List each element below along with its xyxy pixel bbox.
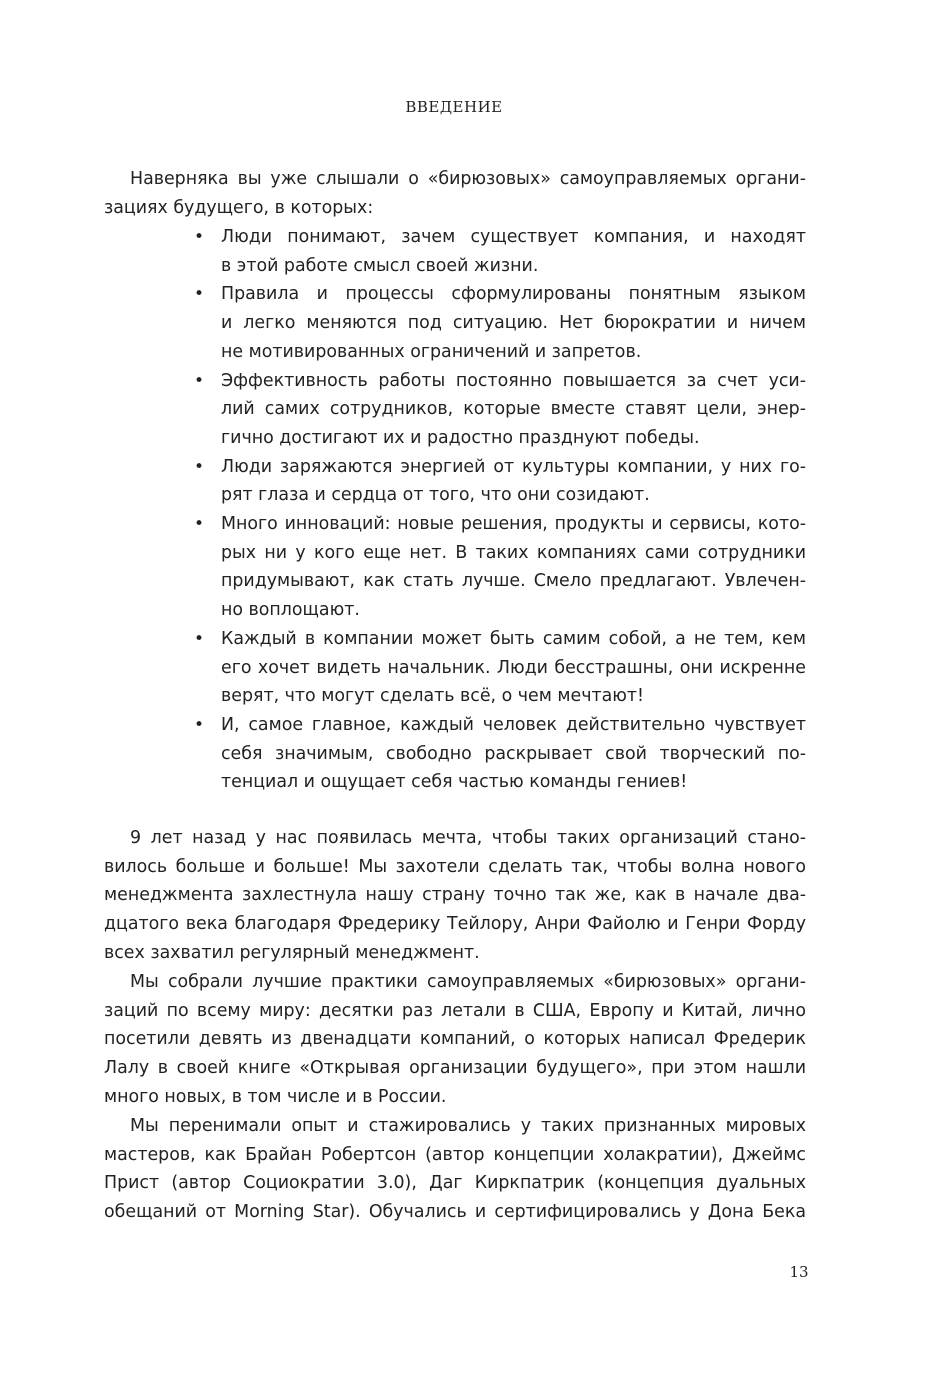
bullet-line: тенциал и ощущает себя частью команды гениев! [221, 772, 688, 793]
bullet-item [104, 223, 806, 280]
bullet-line: и легко меняются под ситуацию. Нет бюрократии и ничем [221, 313, 806, 334]
bullet-icon: • [194, 284, 205, 305]
bullet-item [104, 625, 806, 711]
paragraph-line: Мы собрали лучшие практики самоуправляемых «бирюзовых» органи- [130, 972, 806, 992]
intro-line: Наверняка вы уже слышали о «бирюзовых» самоуправляемых органи- [130, 169, 806, 189]
bullet-line: Эффективность работы постоянно повышается за счет уси- [221, 370, 806, 391]
bullet-item [104, 280, 806, 366]
paragraph-line: 9 лет назад у нас появилась мечта, чтобы таких организаций стано- [130, 828, 806, 848]
bullet-line: Люди понимают, зачем существует компания, и находят [221, 227, 806, 247]
bullet-line: Каждый в компании может быть самим собой, а не тем, кем [221, 628, 806, 649]
bullet-line: верят, что могут сделать всё, о чем мечтают! [221, 686, 644, 707]
paragraph-line: заций по всему миру: десятки раз летали в США, Европу и Китай, лично [104, 1000, 806, 1021]
bullet-line: Много инноваций: новые решения, продукты и сервисы, кото- [221, 514, 806, 535]
body-paragraph [104, 968, 806, 1112]
bullet-item [104, 453, 806, 510]
bullet-item [104, 510, 806, 625]
bullet-line: гично достигают их и радостно празднуют победы. [221, 427, 700, 448]
bullet-line: не мотивированных ограничений и запретов. [221, 341, 642, 362]
bullet-line: себя значимым, свободно раскрывает свой творческий по- [221, 743, 806, 764]
paragraph-line: Лалу в своей книге «Открывая организации будущего», при этом нашли [104, 1058, 806, 1079]
page-number: 13 [789, 1263, 809, 1281]
bullet-icon: • [194, 514, 205, 535]
bullet-icon: • [194, 227, 205, 247]
bullet-item [104, 711, 806, 797]
paragraph-line: Мы перенимали опыт и стажировались у таких признанных мировых [130, 1116, 806, 1136]
bullet-line: в этой работе смысл своей жизни. [221, 255, 539, 276]
paragraph-line: обещаний от Morning Star). Обучались и сертифицировались у Дона Бека [104, 1202, 806, 1223]
paragraph-line: посетили девять из двенадцати компаний, о которых написал Фредерик [104, 1029, 806, 1050]
body-paragraph [104, 824, 806, 968]
bullet-icon: • [194, 628, 205, 649]
bullet-icon: • [194, 456, 205, 477]
intro-paragraph [104, 165, 806, 222]
bullet-icon: • [194, 714, 205, 735]
bullet-line: его хочет видеть начальник. Люди бесстрашны, они искренне [221, 657, 806, 678]
intro-line: зациях будущего, в которых: [104, 197, 374, 218]
paragraph-line: всех захватил регулярный менеджмент. [104, 942, 480, 963]
bullet-line: лий самих сотрудников, которые вместе ставят цели, энер- [221, 399, 806, 420]
bullet-line: придумывают, как стать лучше. Смело предлагают. Увлечен- [221, 571, 806, 592]
paragraph-line: вилось больше и больше! Мы захотели сделать так, чтобы волна нового [104, 856, 806, 877]
body-paragraph [104, 1112, 806, 1227]
paragraph-line: Прист (автор Социократии 3.0), Даг Киркпатрик (концепция дуальных [104, 1173, 806, 1194]
bullet-line: рых ни у кого еще нет. В таких компаниях сами сотрудники [221, 542, 806, 563]
chapter-title: ВВЕДЕНИЕ [405, 98, 503, 116]
bullet-line: но воплощают. [221, 600, 360, 621]
bullet-line: И, самое главное, каждый человек действительно чувствует [221, 714, 806, 735]
bullet-list [104, 223, 806, 797]
bullet-line: рят глаза и сердца от того, что они созидают. [221, 485, 650, 506]
paragraph-line: менеджмента захлестнула нашу страну точно так же, как в начале два- [104, 885, 806, 906]
paragraph-line: мастеров, как Брайан Робертсон (автор концепции холакратии), Джеймс [104, 1144, 806, 1165]
bullet-item [104, 367, 806, 453]
bullet-line: Правила и процессы сформулированы понятным языком [221, 284, 806, 305]
paragraph-line: много новых, в том числе и в России. [104, 1086, 447, 1107]
bullet-icon: • [194, 370, 205, 391]
paragraph-line: дцатого века благодаря Фредерику Тейлору, Анри Файолю и Генри Форду [104, 914, 806, 935]
bullet-line: Люди заряжаются энергией от культуры компании, у них го- [221, 456, 806, 477]
